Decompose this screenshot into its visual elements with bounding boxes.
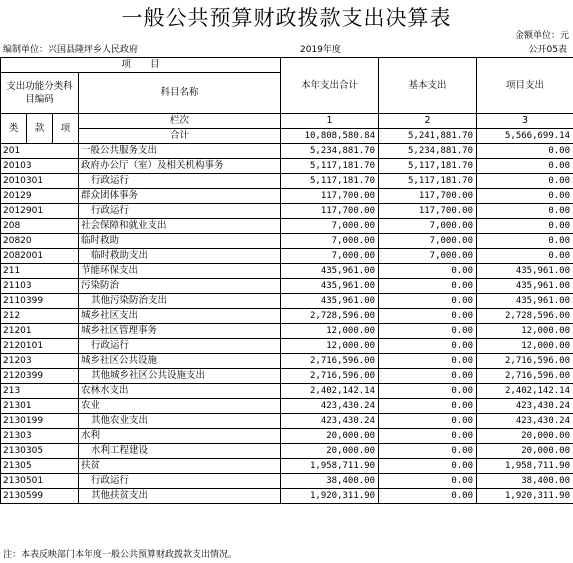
row-total: 2,728,596.00 — [281, 309, 379, 324]
row-code: 2130199 — [1, 414, 79, 429]
row-total: 12,000.00 — [281, 339, 379, 354]
column-3-number: 3 — [477, 114, 573, 129]
row-code: 2110399 — [1, 294, 79, 309]
row-basic: 0.00 — [379, 354, 477, 369]
table-row — [1, 294, 573, 309]
row-code: 2130599 — [1, 489, 79, 504]
row-subject-name: 城乡社区公共设施 — [79, 354, 281, 369]
row-basic: 0.00 — [379, 459, 477, 474]
kuan-header: 款 — [27, 114, 53, 144]
unit-label: 金额单位：元 — [514, 31, 569, 41]
row-code: 2012901 — [1, 204, 79, 219]
row-total: 38,400.00 — [281, 474, 379, 489]
row-code: 21305 — [1, 459, 79, 474]
row-subject-name: 城乡社区管理事务 — [79, 324, 281, 339]
table-row — [1, 264, 573, 279]
items-header: 项 目 — [1, 58, 281, 73]
row-basic: 5,117,181.70 — [379, 159, 477, 174]
row-basic: 0.00 — [379, 294, 477, 309]
table-row — [1, 324, 573, 339]
row-code: 2010301 — [1, 174, 79, 189]
row-total: 117,700.00 — [281, 189, 379, 204]
table-row — [1, 354, 573, 369]
row-total: 5,117,181.70 — [281, 159, 379, 174]
row-project: 0.00 — [477, 174, 573, 189]
row-project: 0.00 — [477, 204, 573, 219]
row-total: 423,430.24 — [281, 414, 379, 429]
form-number: 公开05表 — [528, 45, 567, 55]
row-total: 12,000.00 — [281, 324, 379, 339]
table-row — [1, 159, 573, 174]
row-project: 1,958,711.90 — [477, 459, 573, 474]
sum-project: 5,566,699.14 — [477, 129, 573, 144]
table-row — [1, 459, 573, 474]
row-project: 423,430.24 — [477, 399, 573, 414]
row-total: 2,402,142.14 — [281, 384, 379, 399]
row-project: 2,716,596.00 — [477, 354, 573, 369]
row-subject-name: 行政运行 — [79, 204, 281, 219]
row-code: 2130305 — [1, 444, 79, 459]
row-project: 2,728,596.00 — [477, 309, 573, 324]
row-basic: 0.00 — [379, 429, 477, 444]
row-code: 211 — [1, 264, 79, 279]
row-basic: 0.00 — [379, 279, 477, 294]
expenditure-table — [0, 57, 573, 504]
row-basic: 0.00 — [379, 369, 477, 384]
row-basic: 0.00 — [379, 444, 477, 459]
table-row — [1, 369, 573, 384]
table-row — [1, 339, 573, 354]
row-subject-name: 水利 — [79, 429, 281, 444]
row-code: 2130501 — [1, 474, 79, 489]
row-project: 12,000.00 — [477, 324, 573, 339]
row-total: 1,958,711.90 — [281, 459, 379, 474]
row-code: 21201 — [1, 324, 79, 339]
row-basic: 0.00 — [379, 474, 477, 489]
row-code: 2082001 — [1, 249, 79, 264]
row-project: 2,716,596.00 — [477, 369, 573, 384]
row-subject-name: 政府办公厅（室）及相关机构事务 — [79, 159, 281, 174]
column-number-label: 栏次 — [79, 114, 281, 129]
row-basic: 0.00 — [379, 264, 477, 279]
row-total: 20,000.00 — [281, 429, 379, 444]
row-basic: 0.00 — [379, 324, 477, 339]
footnote: 注：本表反映部门本年度一般公共预算财政拨款支出情况。 — [3, 550, 238, 560]
row-total: 435,961.00 — [281, 279, 379, 294]
lei-header: 类 — [1, 114, 27, 144]
table-row — [1, 279, 573, 294]
row-subject-name: 节能环保支出 — [79, 264, 281, 279]
column-1-number: 1 — [281, 114, 379, 129]
row-total: 7,000.00 — [281, 249, 379, 264]
row-subject-name: 扶贫 — [79, 459, 281, 474]
row-project: 20,000.00 — [477, 444, 573, 459]
table-row — [1, 489, 573, 504]
row-total: 7,000.00 — [281, 234, 379, 249]
row-project: 0.00 — [477, 189, 573, 204]
row-code: 2120101 — [1, 339, 79, 354]
row-project: 38,400.00 — [477, 474, 573, 489]
row-subject-name: 城乡社区支出 — [79, 309, 281, 324]
row-subject-name: 农林水支出 — [79, 384, 281, 399]
row-subject-name: 行政运行 — [79, 474, 281, 489]
table-row — [1, 204, 573, 219]
row-project: 435,961.00 — [477, 294, 573, 309]
row-subject-name: 行政运行 — [79, 339, 281, 354]
row-basic: 0.00 — [379, 414, 477, 429]
row-subject-name: 一般公共服务支出 — [79, 144, 281, 159]
table-row — [1, 399, 573, 414]
row-basic: 7,000.00 — [379, 249, 477, 264]
row-code: 213 — [1, 384, 79, 399]
row-subject-name: 行政运行 — [79, 174, 281, 189]
row-total: 117,700.00 — [281, 204, 379, 219]
row-subject-name: 污染防治 — [79, 279, 281, 294]
table-row — [1, 444, 573, 459]
table-row — [1, 189, 573, 204]
row-code: 20820 — [1, 234, 79, 249]
row-total: 435,961.00 — [281, 294, 379, 309]
org-label: 编制单位：兴国县隆坪乡人民政府 — [3, 45, 139, 55]
row-total: 5,117,181.70 — [281, 174, 379, 189]
row-project: 1,920,311.90 — [477, 489, 573, 504]
row-code: 20129 — [1, 189, 79, 204]
xiang-header: 项 — [53, 114, 79, 144]
row-subject-name: 其他城乡社区公共设施支出 — [79, 369, 281, 384]
table-row — [1, 219, 573, 234]
row-basic: 0.00 — [379, 489, 477, 504]
total-column-header: 本年支出合计 — [281, 58, 379, 114]
row-code: 2120399 — [1, 369, 79, 384]
row-total: 435,961.00 — [281, 264, 379, 279]
row-project: 423,430.24 — [477, 414, 573, 429]
sum-total: 10,808,580.84 — [281, 129, 379, 144]
row-basic: 5,117,181.70 — [379, 174, 477, 189]
row-project: 0.00 — [477, 219, 573, 234]
row-total: 5,234,881.70 — [281, 144, 379, 159]
row-project: 435,961.00 — [477, 264, 573, 279]
table-row — [1, 309, 573, 324]
row-basic: 0.00 — [379, 339, 477, 354]
row-basic: 0.00 — [379, 399, 477, 414]
row-basic: 0.00 — [379, 384, 477, 399]
row-basic: 7,000.00 — [379, 219, 477, 234]
basic-column-header: 基本支出 — [379, 58, 477, 114]
row-subject-name: 农业 — [79, 399, 281, 414]
row-project: 0.00 — [477, 249, 573, 264]
row-subject-name: 临时救助 — [79, 234, 281, 249]
row-code: 21103 — [1, 279, 79, 294]
row-code: 21303 — [1, 429, 79, 444]
row-total: 2,716,596.00 — [281, 369, 379, 384]
code-group-header: 支出功能分类科目编码 — [1, 73, 79, 114]
row-project: 0.00 — [477, 144, 573, 159]
row-basic: 7,000.00 — [379, 234, 477, 249]
table-row — [1, 474, 573, 489]
row-total: 2,716,596.00 — [281, 354, 379, 369]
column-2-number: 2 — [379, 114, 477, 129]
table-row — [1, 144, 573, 159]
table-row — [1, 384, 573, 399]
sum-basic: 5,241,881.70 — [379, 129, 477, 144]
row-code: 212 — [1, 309, 79, 324]
row-subject-name: 其他污染防治支出 — [79, 294, 281, 309]
row-subject-name: 群众团体事务 — [79, 189, 281, 204]
table-row — [1, 429, 573, 444]
row-project: 0.00 — [477, 234, 573, 249]
row-code: 208 — [1, 219, 79, 234]
page-title: 一般公共预算财政拨款支出决算表 — [121, 6, 452, 30]
table-row — [1, 249, 573, 264]
row-total: 1,920,311.90 — [281, 489, 379, 504]
row-project: 0.00 — [477, 159, 573, 174]
row-total: 423,430.24 — [281, 399, 379, 414]
row-code: 20103 — [1, 159, 79, 174]
row-project: 435,961.00 — [477, 279, 573, 294]
project-column-header: 项目支出 — [477, 58, 573, 114]
row-code: 201 — [1, 144, 79, 159]
row-basic: 5,234,881.70 — [379, 144, 477, 159]
table-row — [1, 414, 573, 429]
row-total: 20,000.00 — [281, 444, 379, 459]
row-basic: 0.00 — [379, 309, 477, 324]
row-total: 7,000.00 — [281, 219, 379, 234]
row-subject-name: 其他扶贫支出 — [79, 489, 281, 504]
row-basic: 117,700.00 — [379, 189, 477, 204]
info-bar — [0, 44, 573, 56]
year-label: 2019年度 — [300, 45, 341, 55]
row-project: 2,402,142.14 — [477, 384, 573, 399]
row-subject-name: 水利工程建设 — [79, 444, 281, 459]
table-row — [1, 234, 573, 249]
row-subject-name: 其他农业支出 — [79, 414, 281, 429]
row-code: 21203 — [1, 354, 79, 369]
row-subject-name: 社会保障和就业支出 — [79, 219, 281, 234]
sum-label: 合计 — [79, 129, 281, 144]
row-project: 20,000.00 — [477, 429, 573, 444]
table-row — [1, 174, 573, 189]
row-basic: 117,700.00 — [379, 204, 477, 219]
row-code: 21301 — [1, 399, 79, 414]
row-project: 12,000.00 — [477, 339, 573, 354]
subject-name-header: 科目名称 — [79, 73, 281, 114]
row-subject-name: 临时救助支出 — [79, 249, 281, 264]
